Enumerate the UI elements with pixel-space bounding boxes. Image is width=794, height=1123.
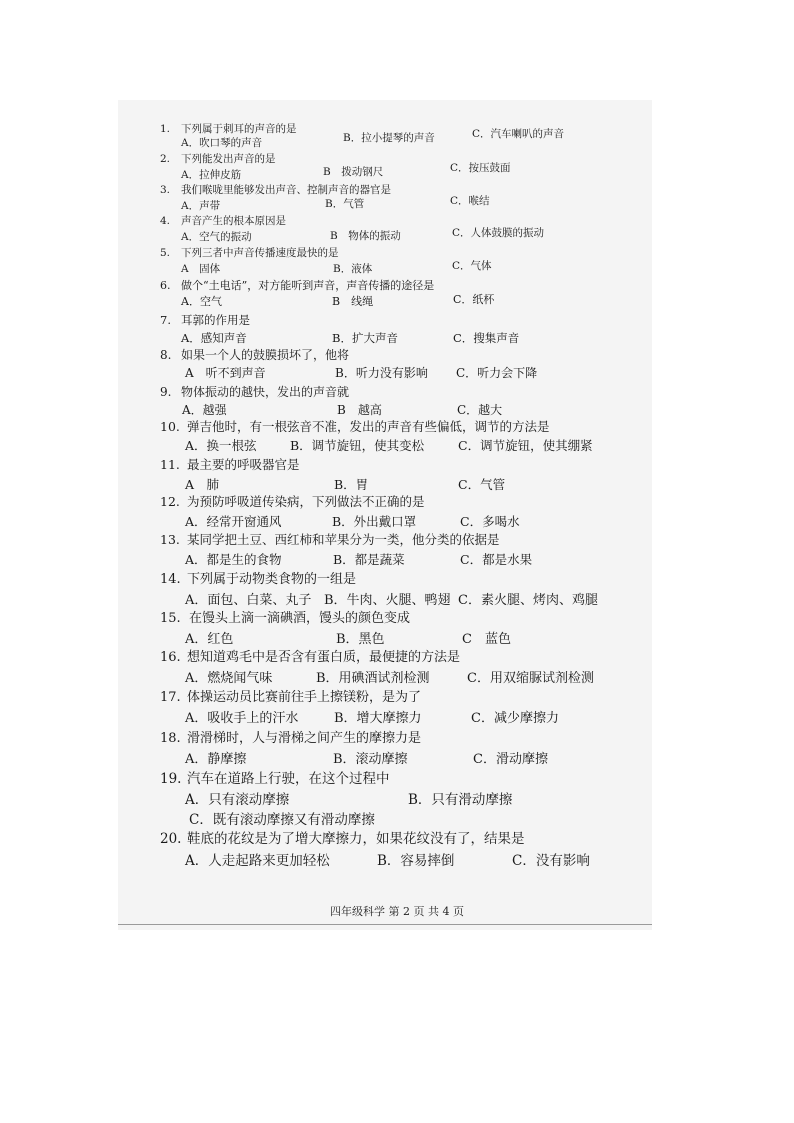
option-b: B 物体的振动 (330, 230, 401, 242)
option-a: A．经常开窗通风 (185, 514, 282, 529)
option-b: B．牛肉、火腿、鸭翅 (324, 593, 451, 608)
option-c: C．人体鼓膜的振动 (452, 227, 545, 239)
option-b: B．用碘酒试剂检测 (316, 671, 430, 686)
option-c: C 蓝色 (462, 632, 511, 647)
question-5 (160, 245, 650, 277)
option-c: C．多喝水 (460, 514, 520, 529)
question-stem: 下列三者中声音传播速度最快的是 (181, 247, 339, 259)
question-number: 14. (160, 572, 181, 587)
question-stem: 下列能发出声音的是 (181, 153, 276, 165)
question-12 (160, 494, 650, 530)
option-b: B．胃 (334, 477, 369, 492)
option-b: B 线绳 (332, 295, 374, 308)
option-b: B．拉小提琴的声音 (343, 132, 435, 144)
question-number: 3. (160, 184, 171, 196)
option-c: C．汽车喇叭的声音 (472, 128, 565, 140)
option-b: B．外出戴口罩 (332, 514, 417, 529)
option-a: A．只有滚动摩擦 (185, 792, 290, 808)
option-c: C．按压鼓面 (450, 162, 511, 174)
question-stem: 声音产生的根本原因是 (181, 215, 286, 227)
option-c: C．滑动摩擦 (473, 752, 548, 767)
question-8 (160, 347, 650, 381)
question-15 (160, 611, 650, 648)
option-a: A．换一根弦 (185, 438, 257, 453)
question-7 (160, 312, 650, 346)
option-a: A．都是生的食物 (185, 552, 282, 567)
question-number: 1. (160, 123, 171, 135)
option-c: C．喉结 (450, 195, 490, 207)
question-11 (160, 457, 650, 493)
question-stem: 最主要的呼吸器官是 (187, 457, 300, 472)
question-9 (160, 384, 650, 418)
option-c: C．没有影响 (512, 853, 590, 869)
option-a: A 肺 (185, 477, 220, 492)
option-b: B．只有滑动摩擦 (408, 792, 513, 808)
option-b: B 越高 (337, 403, 382, 417)
option-a: A．空气的振动 (181, 231, 252, 243)
question-19 (160, 771, 650, 828)
question-stem: 某同学把土豆、西红柿和苹果分为一类，他分类的依据是 (187, 532, 500, 547)
option-c: C．气管 (458, 477, 506, 492)
option-c: C．越大 (457, 403, 503, 417)
option-b: B．增大摩擦力 (334, 711, 422, 726)
option-c: C．搜集声音 (453, 331, 520, 345)
question-number: 5. (160, 247, 171, 259)
question-stem: 如果一个人的鼓膜损坏了，他将 (181, 348, 350, 362)
option-c: C．都是水果 (460, 552, 533, 567)
option-a: A．静摩擦 (185, 752, 247, 767)
question-number: 17. (160, 690, 181, 705)
option-a: A．吸收手上的汗水 (185, 711, 299, 726)
option-c: C．听力会下降 (456, 366, 538, 380)
option-a: A．吹口琴的声音 (181, 137, 263, 149)
question-number: 6. (160, 279, 171, 292)
question-13 (160, 532, 650, 568)
option-a: A 固体 (181, 263, 221, 275)
question-stem: 耳郭的作用是 (181, 313, 250, 327)
option-a: A．感知声音 (181, 331, 247, 345)
question-stem: 鞋底的花纹是为了增大摩擦力，如果花纹没有了，结果是 (187, 831, 525, 847)
question-stem: 做个“土电话”，对方能听到声音，声音传播的途径是 (181, 279, 435, 292)
question-16 (160, 650, 650, 687)
question-number: 11. (160, 457, 180, 472)
question-number: 9. (160, 385, 172, 399)
question-18 (160, 731, 650, 768)
option-a: A．声带 (181, 200, 221, 212)
question-3 (160, 182, 650, 214)
question-stem: 下列属于刺耳的声音的是 (181, 123, 297, 135)
question-10 (160, 419, 650, 454)
option-a: A．燃烧闻气味 (185, 671, 273, 686)
option-c: C．气体 (452, 260, 492, 272)
question-number: 10. (160, 419, 180, 434)
question-stem: 体操运动员比赛前往手上擦镁粉，是为了 (187, 690, 422, 705)
option-a: A．红色 (185, 632, 234, 647)
question-number: 8. (160, 348, 172, 362)
option-b: B 拨动钢尺 (323, 166, 384, 178)
option-a: A．空气 (181, 295, 222, 308)
question-stem: 在馒头上滴一滴碘酒，馒头的颜色变成 (189, 611, 411, 626)
question-stem: 汽车在道路上行驶，在这个过程中 (187, 771, 390, 787)
option-a: A．人走起路来更加轻松 (185, 853, 330, 869)
question-number: 2. (160, 153, 171, 165)
question-stem: 为预防呼吸道传染病，下列做法不正确的是 (187, 494, 425, 509)
question-1 (160, 121, 650, 151)
option-c: C．调节旋钮，使其绷紧 (458, 438, 593, 453)
question-number: 19. (160, 771, 182, 787)
option-c: C．既有滚动摩擦又有滑动摩擦 (189, 812, 375, 828)
option-b: B．黑色 (336, 632, 385, 647)
question-number: 4. (160, 215, 171, 227)
question-2 (160, 151, 650, 183)
question-17 (160, 690, 650, 727)
page-footer: 四年级科学 第 2 页 共 4 页 (330, 905, 464, 918)
question-4 (160, 213, 650, 245)
question-number: 13. (160, 532, 180, 547)
question-6 (160, 278, 650, 310)
question-number: 20. (160, 831, 182, 847)
option-a: A．面包、白菜、丸子 (185, 593, 312, 608)
option-b: B．调节旋钮，使其变松 (290, 438, 425, 453)
option-b: B．滚动摩擦 (333, 752, 408, 767)
option-b: B．都是蔬菜 (333, 552, 405, 567)
question-20 (160, 831, 650, 869)
question-number: 12. (160, 494, 180, 509)
option-b: B．液体 (333, 263, 373, 275)
question-14 (160, 572, 650, 609)
question-stem: 物体振动的越快，发出的声音就 (181, 385, 350, 399)
question-stem: 滑滑梯时，人与滑梯之间产生的摩擦力是 (187, 731, 422, 746)
question-number: 18. (160, 731, 181, 746)
option-c: C．减少摩擦力 (471, 711, 559, 726)
option-b: B．容易摔倒 (377, 853, 455, 869)
question-stem: 我们喉咙里能够发出声音、控制声音的器官是 (181, 184, 391, 196)
option-a: A．越强 (182, 403, 227, 417)
question-number: 15. (160, 611, 181, 626)
option-c: C．用双缩脲试剂检测 (467, 671, 594, 686)
question-number: 16. (160, 650, 181, 665)
footer-divider (118, 924, 652, 925)
question-number: 7. (160, 313, 171, 327)
option-b: B．扩大声音 (332, 331, 398, 345)
option-a: A 听不到声音 (185, 366, 266, 380)
option-c: C．素火腿、烤肉、鸡腿 (458, 593, 598, 608)
question-stem: 想知道鸡毛中是否含有蛋白质，最便捷的方法是 (187, 650, 461, 665)
option-b: B．听力没有影响 (335, 366, 428, 380)
question-stem: 弹吉他时，有一根弦音不准，发出的声音有些偏低，调节的方法是 (187, 419, 550, 434)
option-b: B．气管 (325, 198, 365, 210)
option-c: C．纸杯 (453, 293, 495, 306)
question-stem: 下列属于动物类食物的一组是 (187, 572, 357, 587)
option-a: A．拉伸皮筋 (181, 169, 242, 181)
